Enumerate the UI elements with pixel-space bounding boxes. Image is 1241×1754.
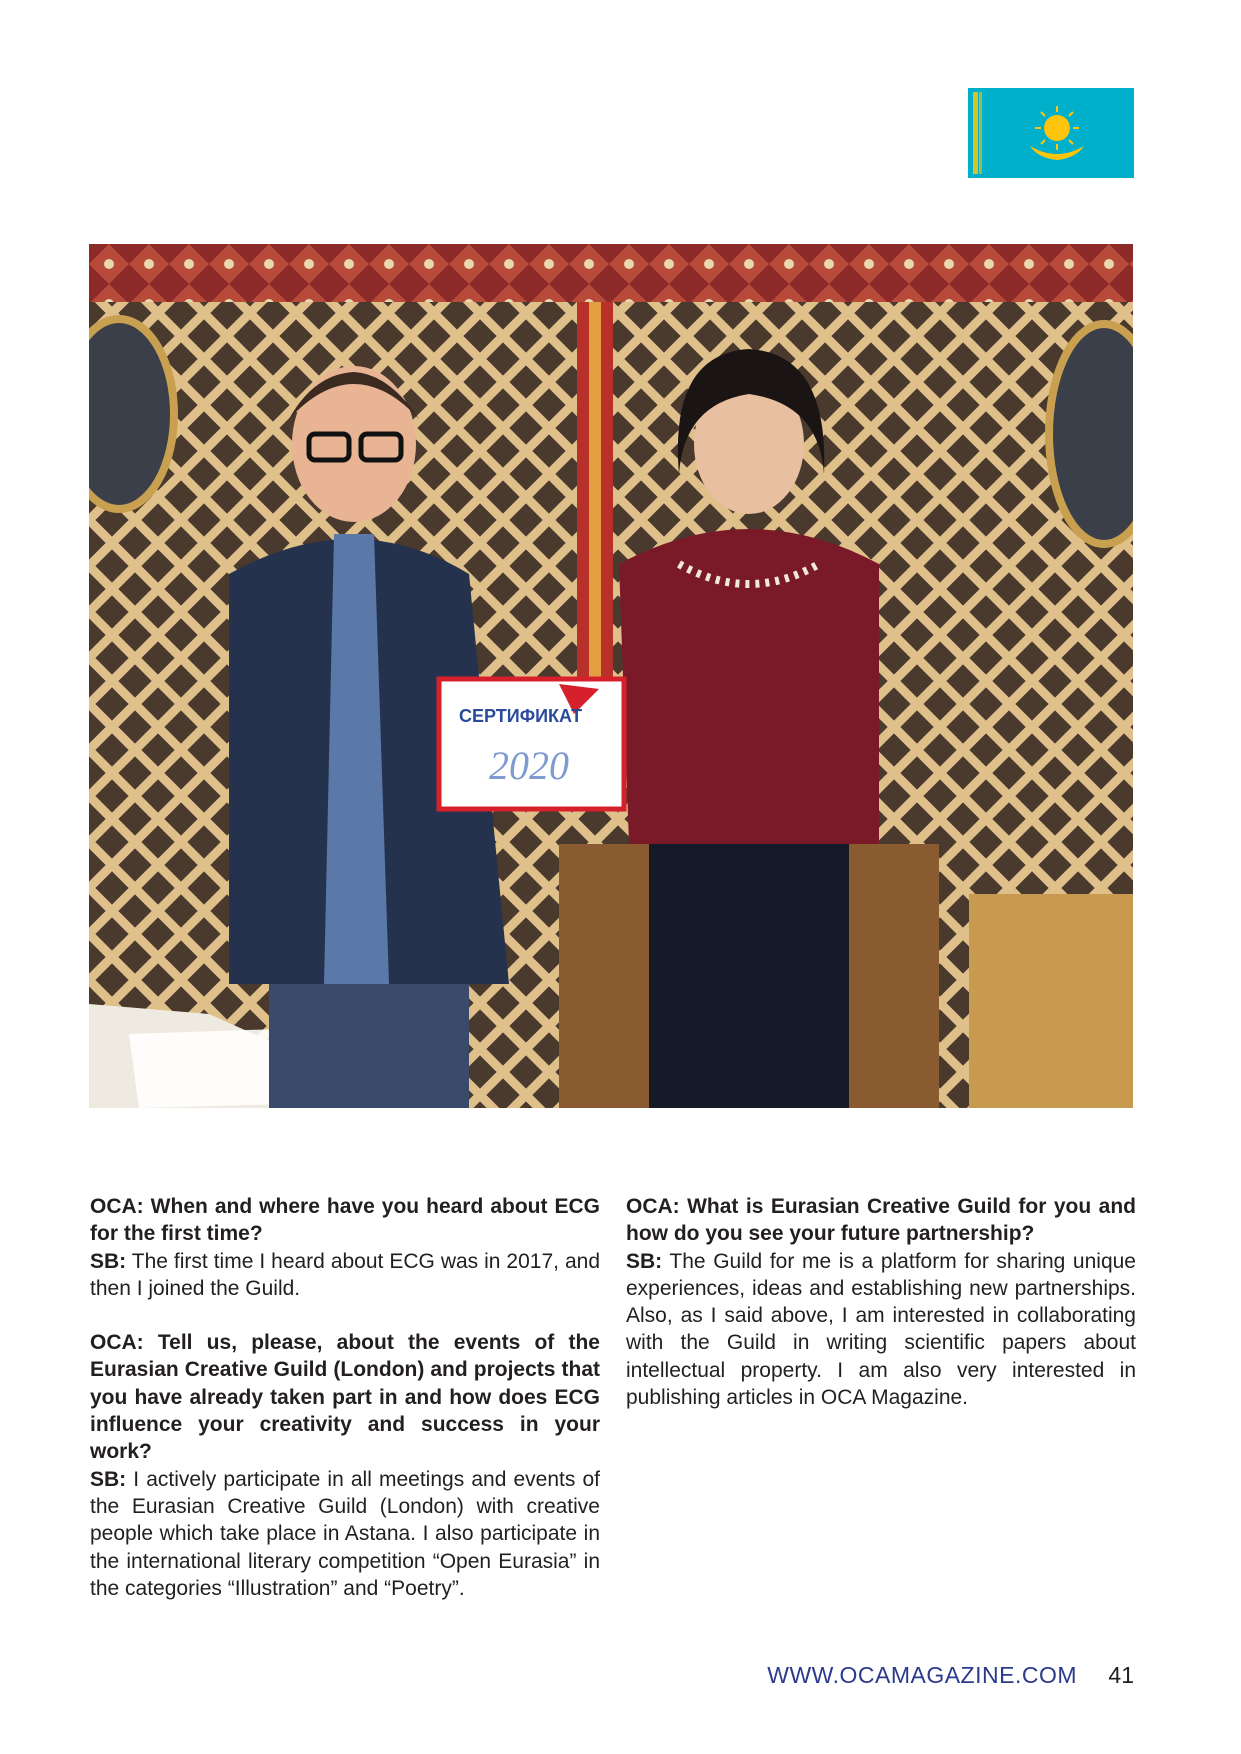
speaker-label: SB: — [90, 1249, 127, 1273]
certificate-year: 2020 — [489, 743, 569, 788]
question-events: OCA: Tell us, please, about the events of the Eurasian Creative Guild (London) and projects that you have already taken part in and how does ECG influence your creativity and success in your work? — [90, 1331, 600, 1464]
question-partnership: OCA: What is Eurasian Creative Guild for you and how do you see your future partnership? — [626, 1195, 1136, 1246]
kazakhstan-flag — [968, 88, 1134, 178]
page-footer — [600, 1662, 1134, 1692]
left-column — [90, 1193, 600, 1602]
speaker-label: SB: — [90, 1467, 127, 1491]
question-first-heard: OCA: When and where have you heard about ECG for the first time? — [90, 1195, 600, 1246]
page-number: 41 — [1108, 1662, 1134, 1688]
answer-events — [90, 1466, 600, 1602]
answer-partnership — [626, 1248, 1136, 1412]
answer-text: The Guild for me is a platform for sharing unique experiences, ideas and establishing new partnerships. Also, as I said above, I am interested in collaborating with the Guild in writing scientific papers about intellectual property. I am also very interested in publishing articles in OCA Magazine. — [626, 1249, 1136, 1410]
speaker-label: SB: — [626, 1249, 663, 1273]
certificate-title: СЕРТИФИКАТ — [459, 706, 583, 726]
certificate — [439, 679, 624, 809]
answer-first-heard — [90, 1248, 600, 1303]
answer-text: The first time I heard about ECG was in 2017, and then I joined the Guild. — [90, 1249, 600, 1300]
interview-photo — [89, 244, 1133, 1108]
right-column — [626, 1193, 1136, 1411]
website-link[interactable]: WWW.OCAMAGAZINE.COM — [767, 1662, 1077, 1688]
answer-text: I actively participate in all meetings and events of the Eurasian Creative Guild (London) with creative people which take place in Astana. I also participate in the international literary competition “Open Eurasia” in the categories “Illustration” and “Poetry”. — [90, 1467, 600, 1600]
